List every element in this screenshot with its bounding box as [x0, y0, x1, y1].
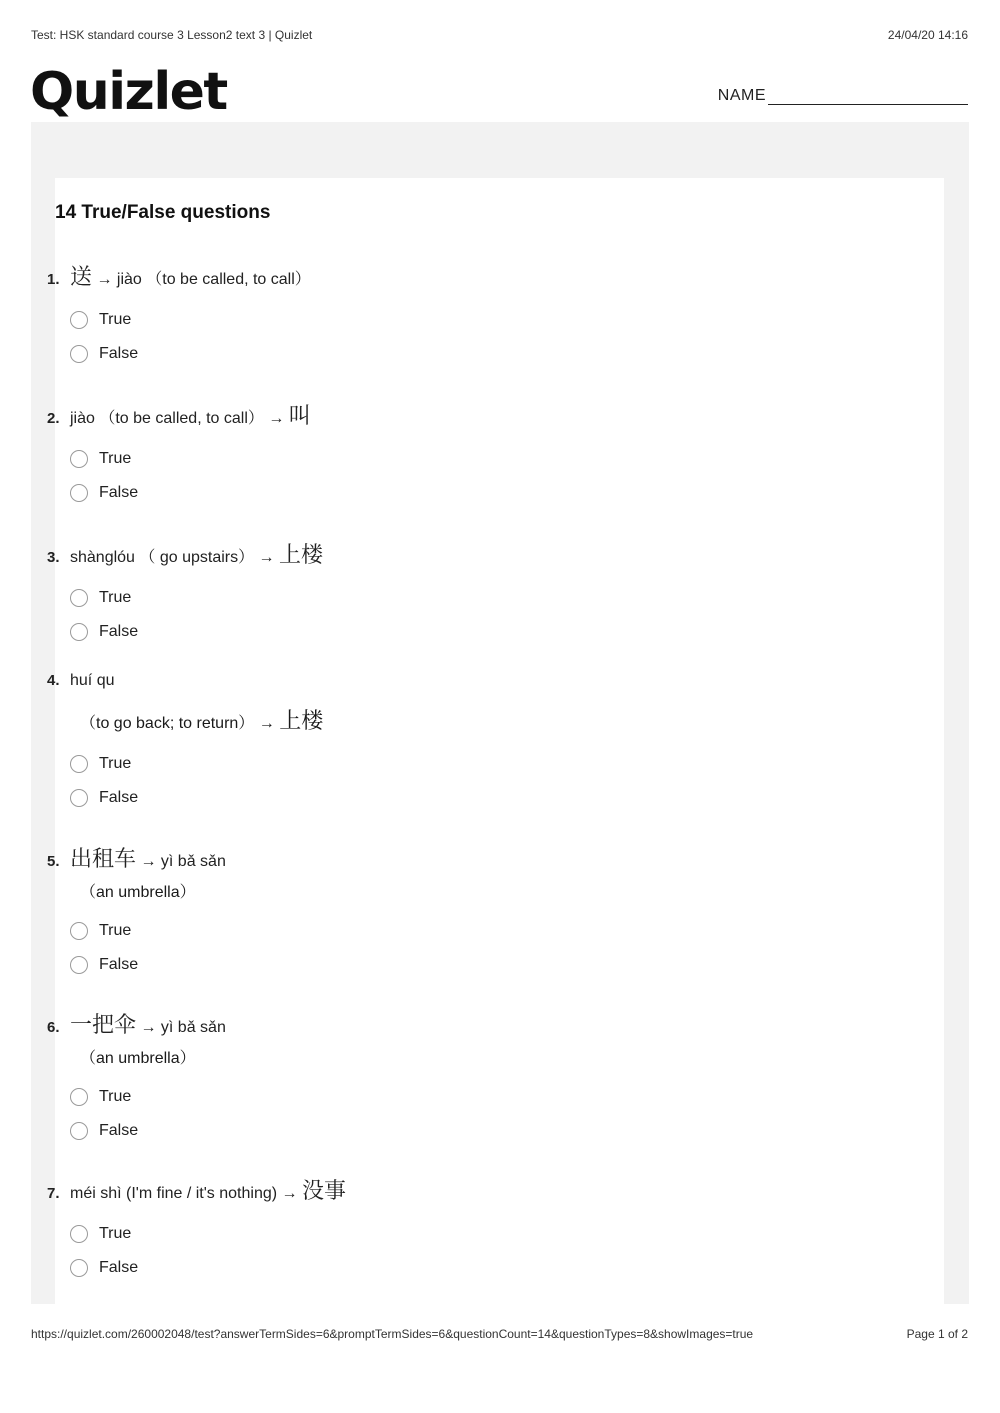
option-label: False [99, 956, 139, 973]
prompt-text: → yì bǎ sǎn [136, 853, 226, 870]
option-label: False [99, 484, 139, 501]
print-header [31, 28, 968, 44]
question-1 [47, 260, 311, 365]
option-label: True [99, 311, 132, 328]
option-false[interactable] [70, 343, 311, 365]
prompt-text: → yì bǎ sǎn [136, 1019, 226, 1036]
prompt-continuation [80, 879, 226, 902]
question-card [47, 178, 944, 1304]
question-6 [47, 1008, 226, 1142]
radio-button[interactable] [70, 755, 88, 773]
question-prompt [47, 260, 311, 291]
prompt-chinese: 上楼 [279, 543, 324, 568]
prompt-chinese: 送 [70, 265, 93, 290]
radio-button[interactable] [70, 623, 88, 641]
prompt-text: （an umbrella） [80, 1050, 196, 1067]
prompt-text: （an umbrella） [80, 884, 196, 901]
option-false[interactable] [70, 621, 323, 643]
option-false[interactable] [70, 482, 311, 504]
radio-button[interactable] [70, 1088, 88, 1106]
option-label: True [99, 755, 132, 772]
option-true[interactable] [70, 448, 311, 470]
question-prompt [47, 1174, 346, 1205]
option-true[interactable] [70, 1086, 226, 1108]
question-number: 4. [47, 672, 60, 689]
question-prompt [47, 1008, 226, 1039]
question-4 [47, 672, 323, 809]
prompt-chinese: 没事 [301, 1179, 346, 1204]
option-label: True [99, 922, 132, 939]
radio-button[interactable] [70, 450, 88, 468]
radio-button[interactable] [70, 1225, 88, 1243]
prompt-chinese: 叫 [288, 404, 311, 429]
question-2 [47, 399, 311, 504]
question-prompt [47, 842, 226, 873]
question-number: 6. [47, 1019, 60, 1036]
radio-button[interactable] [70, 1259, 88, 1277]
option-true[interactable] [70, 587, 323, 609]
page-indicator: Page 1 of 2 [906, 1327, 968, 1341]
prompt-text: jiào （to be called, to call） → [70, 410, 289, 427]
document-title: Test: HSK standard course 3 Lesson2 text 3 | Quizlet [31, 28, 313, 42]
radio-button[interactable] [70, 484, 88, 502]
prompt-text: shànglóu （ go upstairs） → [70, 549, 279, 566]
name-label: NAME [717, 87, 766, 104]
prompt-chinese: 上楼 [279, 709, 324, 734]
question-number: 3. [47, 549, 60, 566]
radio-button[interactable] [70, 589, 88, 607]
prompt-text: huí qu [70, 672, 115, 689]
question-number: 2. [47, 410, 60, 427]
radio-button[interactable] [70, 922, 88, 940]
radio-button[interactable] [70, 956, 88, 974]
page-url: https://quizlet.com/260002048/test?answerTermSides=6&promptTermSides=6&questionCount=14&questionTypes=8&showImages=true [31, 1327, 754, 1341]
prompt-text: méi shì (I'm fine / it's nothing) → [70, 1185, 302, 1202]
radio-button[interactable] [70, 789, 88, 807]
question-5 [47, 842, 226, 976]
option-false[interactable] [70, 1257, 346, 1279]
question-prompt [47, 399, 311, 430]
option-label: True [99, 450, 132, 467]
prompt-continuation [80, 704, 323, 735]
question-number: 1. [47, 271, 60, 288]
name-field[interactable] [718, 86, 968, 105]
option-true[interactable] [70, 1223, 346, 1245]
quizlet-logo: Quizlet [30, 62, 227, 122]
section-title: 14 True/False questions [55, 202, 271, 223]
question-prompt [47, 538, 323, 569]
print-footer [31, 1327, 968, 1343]
question-number: 7. [47, 1185, 60, 1202]
radio-button[interactable] [70, 1122, 88, 1140]
radio-button[interactable] [70, 311, 88, 329]
option-label: False [99, 1259, 139, 1276]
option-label: False [99, 345, 139, 362]
option-true[interactable] [70, 309, 311, 331]
question-number: 5. [47, 853, 60, 870]
option-true[interactable] [70, 920, 226, 942]
name-blank-line[interactable] [768, 86, 968, 105]
option-label: True [99, 589, 132, 606]
prompt-continuation [80, 1045, 226, 1068]
question-3 [47, 538, 323, 643]
prompt-text: → jiào （to be called, to call） [92, 271, 311, 288]
question-prompt [47, 672, 323, 690]
option-false[interactable] [70, 954, 226, 976]
print-datetime: 24/04/20 14:16 [887, 28, 968, 42]
prompt-chinese: 出租车 [70, 847, 137, 872]
option-label: False [99, 789, 139, 806]
brand-row [30, 62, 968, 122]
option-label: False [99, 623, 139, 640]
question-7 [47, 1174, 346, 1279]
option-label: False [99, 1122, 139, 1139]
radio-button[interactable] [70, 345, 88, 363]
option-false[interactable] [70, 1120, 226, 1142]
option-label: True [99, 1088, 132, 1105]
prompt-text: （to go back; to return） → [80, 715, 280, 732]
option-true[interactable] [70, 753, 323, 775]
option-label: True [99, 1225, 132, 1242]
option-false[interactable] [70, 787, 323, 809]
prompt-chinese: 一把伞 [70, 1013, 137, 1038]
